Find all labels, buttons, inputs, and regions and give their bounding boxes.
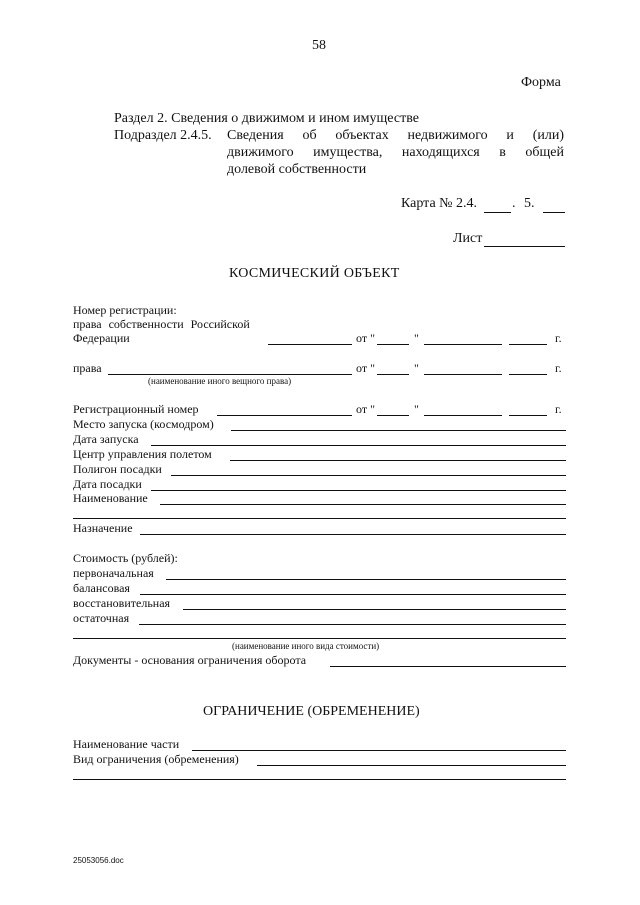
rf-from-label: от " [356,331,375,345]
card-label: Карта № 2.4. [401,196,478,211]
other-cost-field[interactable] [73,638,566,639]
restriction-type-label: Вид ограничения (обременения) [73,752,239,766]
subsection-line-1: Сведения об объектах недвижимого и (или) [227,128,564,143]
subsection-line-2: движимого имущества, находящихся в общей [227,145,564,160]
flight-control-label: Центр управления полетом [73,447,212,461]
subsection-prefix: Подраздел 2.4.5. [114,128,212,143]
name-field[interactable] [160,504,566,505]
cost-heading: Стоимость (рублей): [73,551,178,565]
documents-field[interactable] [330,666,566,667]
page-number: 58 [312,38,326,53]
rf-right-label-1: права собственности Российской [73,317,250,331]
balance-cost-label: балансовая [73,581,130,595]
rf-day-field[interactable] [377,344,409,345]
sheet-label: Лист [453,231,483,246]
reg-year-field[interactable] [509,415,547,416]
card-number: 5. [524,196,535,211]
flight-control-field[interactable] [230,460,566,461]
launch-site-label: Место запуска (космодром) [73,417,214,431]
landing-range-field[interactable] [171,475,566,476]
other-quote: " [414,361,419,375]
subsection-line-3: долевой собственности [227,162,367,177]
balance-cost-field[interactable] [140,594,566,595]
other-from-label: от " [356,361,375,375]
residual-cost-field[interactable] [139,624,566,625]
documents-label: Документы - основания ограничения оборота [73,653,307,667]
restriction-type-field[interactable] [257,765,566,766]
rf-month-field[interactable] [424,344,502,345]
other-right-label: права [73,361,102,375]
landing-date-field[interactable] [151,490,566,491]
reg-year-suffix: г. [555,402,562,416]
reg-day-field[interactable] [377,415,409,416]
landing-range-label: Полигон посадки [73,462,162,476]
purpose-field[interactable] [140,534,566,535]
form-label: Форма [521,75,561,90]
name-field-continued[interactable] [73,518,566,519]
initial-cost-field[interactable] [166,579,566,580]
rf-year-suffix: г. [555,331,562,345]
other-year-field[interactable] [509,374,547,375]
section-title: Раздел 2. Сведения о движимом и ином имуществе [114,111,419,126]
other-right-hint: (наименование иного вещного права) [148,376,292,386]
restriction-type-field-continued[interactable] [73,779,566,780]
card-separator: . [512,196,516,211]
launch-date-field[interactable] [151,445,566,446]
reg-month-field[interactable] [424,415,502,416]
reg-from-label: от " [356,402,375,416]
other-month-field[interactable] [424,374,502,375]
launch-date-label: Дата запуска [73,432,139,446]
name-label: Наименование [73,491,148,505]
reg-number-field[interactable] [217,415,352,416]
restriction-title: ОГРАНИЧЕНИЕ (ОБРЕМЕНЕНИЕ) [203,704,420,719]
restoration-cost-label: восстановительная [73,596,171,610]
sheet-blank[interactable] [484,246,565,247]
initial-cost-label: первоначальная [73,566,154,580]
registration-heading: Номер регистрации: [73,303,177,317]
residual-cost-label: остаточная [73,611,130,625]
part-name-field[interactable] [192,750,566,751]
rf-year-field[interactable] [509,344,547,345]
card-blank-1[interactable] [484,212,511,213]
rf-right-label-2: Федерации [73,331,130,345]
other-year-suffix: г. [555,361,562,375]
rf-reg-number-field[interactable] [268,344,352,345]
footer-filename: 25053056.doc [73,856,124,865]
other-day-field[interactable] [377,374,409,375]
part-name-label: Наименование части [73,737,180,751]
other-right-field[interactable] [108,374,352,375]
reg-quote: " [414,402,419,416]
other-cost-hint: (наименование иного вида стоимости) [232,641,380,651]
reg-number-label: Регистрационный номер [73,402,199,416]
restoration-cost-field[interactable] [183,609,566,610]
object-title: КОСМИЧЕСКИЙ ОБЪЕКТ [229,266,400,281]
purpose-label: Назначение [73,521,133,535]
landing-date-label: Дата посадки [73,477,142,491]
card-blank-2[interactable] [543,212,565,213]
launch-site-field[interactable] [231,430,566,431]
rf-quote: " [414,331,419,345]
